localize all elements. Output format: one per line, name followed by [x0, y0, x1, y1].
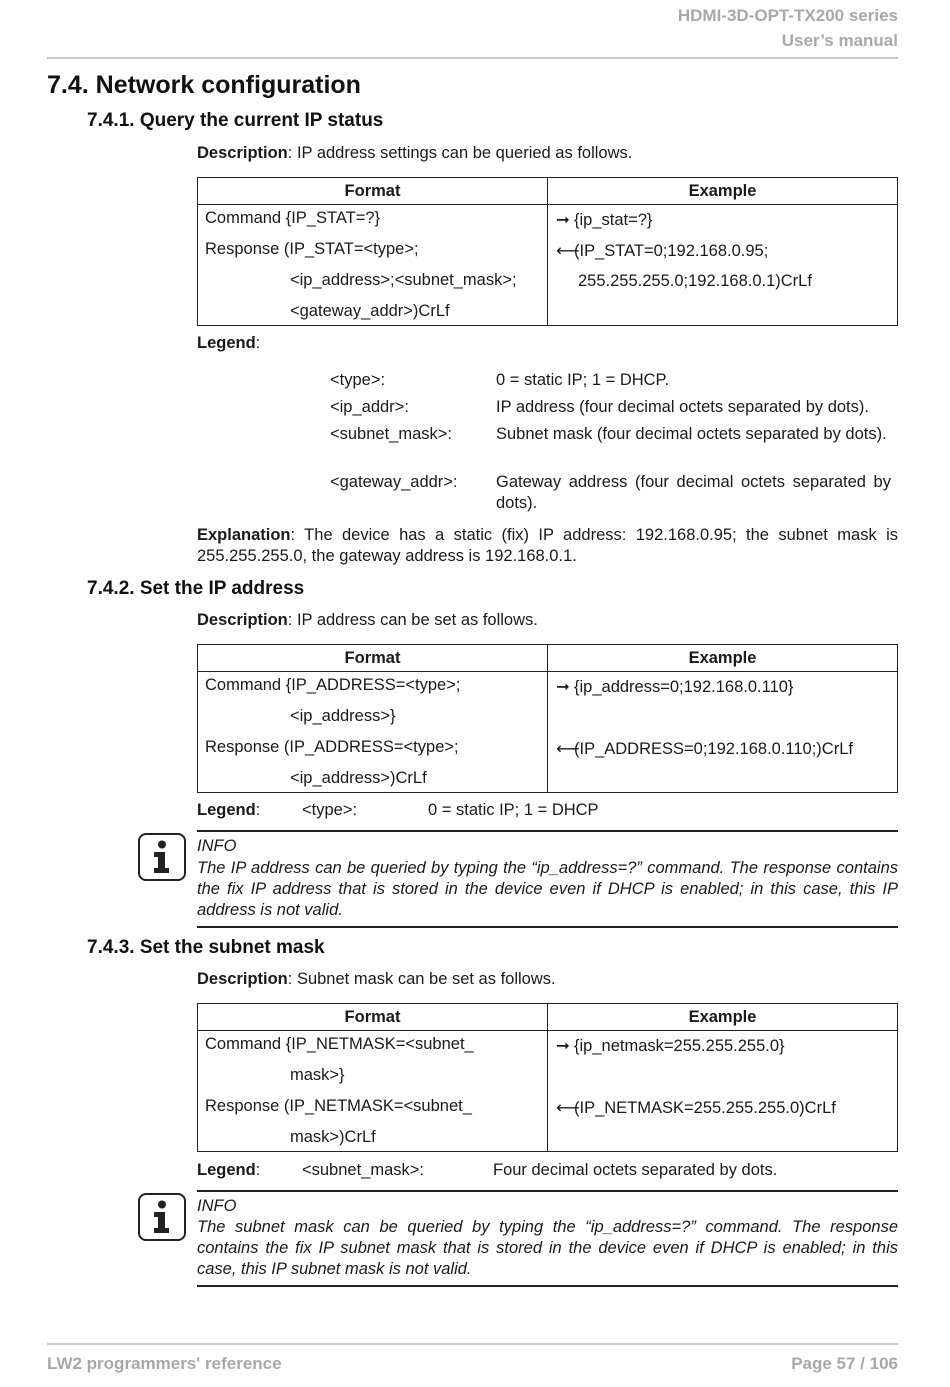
legend-key: <type>: — [302, 801, 358, 819]
info-text: The subnet mask can be queried by typing the “ip_address=?” command. The response contains the fix IP subnet mask that is stored in the device even if DHCP is enabled; in this case, this IP subnet mask is not valid. — [197, 1218, 898, 1278]
example-line: ⟵(IP_ADDRESS=0;192.168.0.110;)CrLf — [556, 740, 853, 758]
format-line: mask>)CrLf — [290, 1128, 376, 1146]
info-icon — [138, 833, 186, 881]
column-header-example: Example — [548, 645, 898, 672]
arrow-right-icon: ➞ — [556, 211, 570, 229]
format-line: <gateway_addr>)CrLf — [290, 302, 450, 320]
info-title: INFO — [197, 1197, 237, 1215]
column-header-format: Format — [198, 178, 548, 205]
format-line: <ip_address>} — [290, 707, 396, 725]
description-set-ip: Description: IP address can be set as follows. — [197, 611, 538, 629]
info-top-rule — [197, 1190, 898, 1192]
legend-value: 0 = static IP; 1 = DHCP — [428, 801, 599, 819]
info-top-rule — [197, 830, 898, 832]
page-number: Page 57 / 106 — [791, 1354, 898, 1373]
command-table-query-ip — [197, 177, 898, 326]
info-text: The IP address can be queried by typing the “ip_address=?” command. The response contains the fix IP address that is stored in the device even if DHCP is enabled; in this case, this IP address is not valid. — [197, 859, 898, 919]
format-line: Response (IP_STAT=<type>; — [205, 240, 419, 258]
legend-heading: Legend: — [197, 801, 261, 819]
info-bottom-rule — [197, 926, 898, 928]
format-line: <ip_address>)CrLf — [290, 769, 427, 787]
example-line: 255.255.255.0;192.168.0.1)CrLf — [578, 272, 812, 290]
header-rule — [47, 57, 898, 59]
arrow-right-icon: ➞ — [556, 678, 570, 696]
info-bottom-rule — [197, 1285, 898, 1287]
info-icon — [138, 1193, 186, 1241]
format-line: Response (IP_ADDRESS=<type>; — [205, 738, 459, 756]
arrow-left-icon: ⟵ — [556, 1099, 580, 1117]
legend-value: IP address (four decimal octets separated by dots). — [496, 398, 869, 416]
footer-doc-title: LW2 programmers' reference — [47, 1354, 282, 1373]
example-line: ⟵(IP_NETMASK=255.255.255.0)CrLf — [556, 1099, 836, 1117]
legend-value: Subnet mask (four decimal octets separated by dots). — [496, 425, 887, 443]
subsection-title-set-subnet: 7.4.3. Set the subnet mask — [87, 937, 325, 958]
format-line: <ip_address>;<subnet_mask>; — [290, 271, 517, 289]
format-cell — [198, 672, 548, 793]
explanation: Explanation: The device has a static (fix) IP address: 192.168.0.95; the subnet mask is 255.255.255.0, the gateway address is 192.168.0.1. — [197, 526, 898, 565]
column-header-format: Format — [198, 1004, 548, 1031]
arrow-right-icon: ➞ — [556, 1037, 570, 1055]
example-cell — [548, 205, 898, 326]
example-cell — [548, 1031, 898, 1152]
subsection-title-query-ip: 7.4.1. Query the current IP status — [87, 110, 384, 131]
example-line: ➞ {ip_netmask=255.255.255.0} — [556, 1037, 785, 1055]
legend-key: <subnet_mask>: — [302, 1161, 424, 1179]
description-query-ip — [197, 143, 632, 164]
column-header-format: Format — [198, 645, 548, 672]
header-product: HDMI-3D-OPT-TX200 series — [677, 6, 898, 25]
example-cell — [548, 672, 898, 793]
footer-rule — [47, 1343, 898, 1345]
format-line: Response (IP_NETMASK=<subnet_ — [205, 1097, 472, 1115]
legend-heading: Legend: — [197, 1161, 261, 1179]
format-line: mask>} — [290, 1066, 345, 1084]
legend-key: <ip_addr>: — [330, 398, 409, 416]
header-doc-type: User’s manual — [781, 31, 898, 50]
column-header-example: Example — [548, 1004, 898, 1031]
arrow-left-icon: ⟵ — [556, 242, 580, 260]
command-table-set-ip — [197, 644, 898, 793]
format-line: Command {IP_ADDRESS=<type>; — [205, 676, 461, 694]
subsection-title-set-ip: 7.4.2. Set the IP address — [87, 578, 305, 599]
legend-key: <type>: — [330, 371, 386, 389]
legend-key: <subnet_mask>: — [330, 425, 452, 443]
example-line: ➞ {ip_address=0;192.168.0.110} — [556, 678, 794, 696]
command-table-set-subnet — [197, 1003, 898, 1152]
column-header-example: Example — [548, 178, 898, 205]
example-line: ➞ {ip_stat=?} — [556, 211, 653, 229]
legend-value: Four decimal octets separated by dots. — [493, 1161, 778, 1179]
description-set-subnet: Description: Subnet mask can be set as follows. — [197, 970, 556, 988]
legend-heading: Legend: — [197, 334, 261, 352]
legend-key: <gateway_addr>: — [330, 473, 458, 491]
format-cell — [198, 205, 548, 326]
format-line: Command {IP_NETMASK=<subnet_ — [205, 1035, 474, 1053]
description-label: Description — [197, 144, 288, 162]
format-line: Command {IP_STAT=?} — [205, 209, 381, 227]
section-title: 7.4. Network configuration — [47, 71, 361, 99]
legend-value: 0 = static IP; 1 = DHCP. — [496, 371, 670, 389]
info-title: INFO — [197, 837, 237, 855]
example-line: ⟵(IP_STAT=0;192.168.0.95; — [556, 242, 769, 260]
format-cell — [198, 1031, 548, 1152]
legend-value: Gateway address (four decimal octets separated by dots). — [496, 473, 891, 512]
description-text: : IP address settings can be queried as follows. — [287, 144, 633, 162]
arrow-left-icon: ⟵ — [556, 740, 580, 758]
